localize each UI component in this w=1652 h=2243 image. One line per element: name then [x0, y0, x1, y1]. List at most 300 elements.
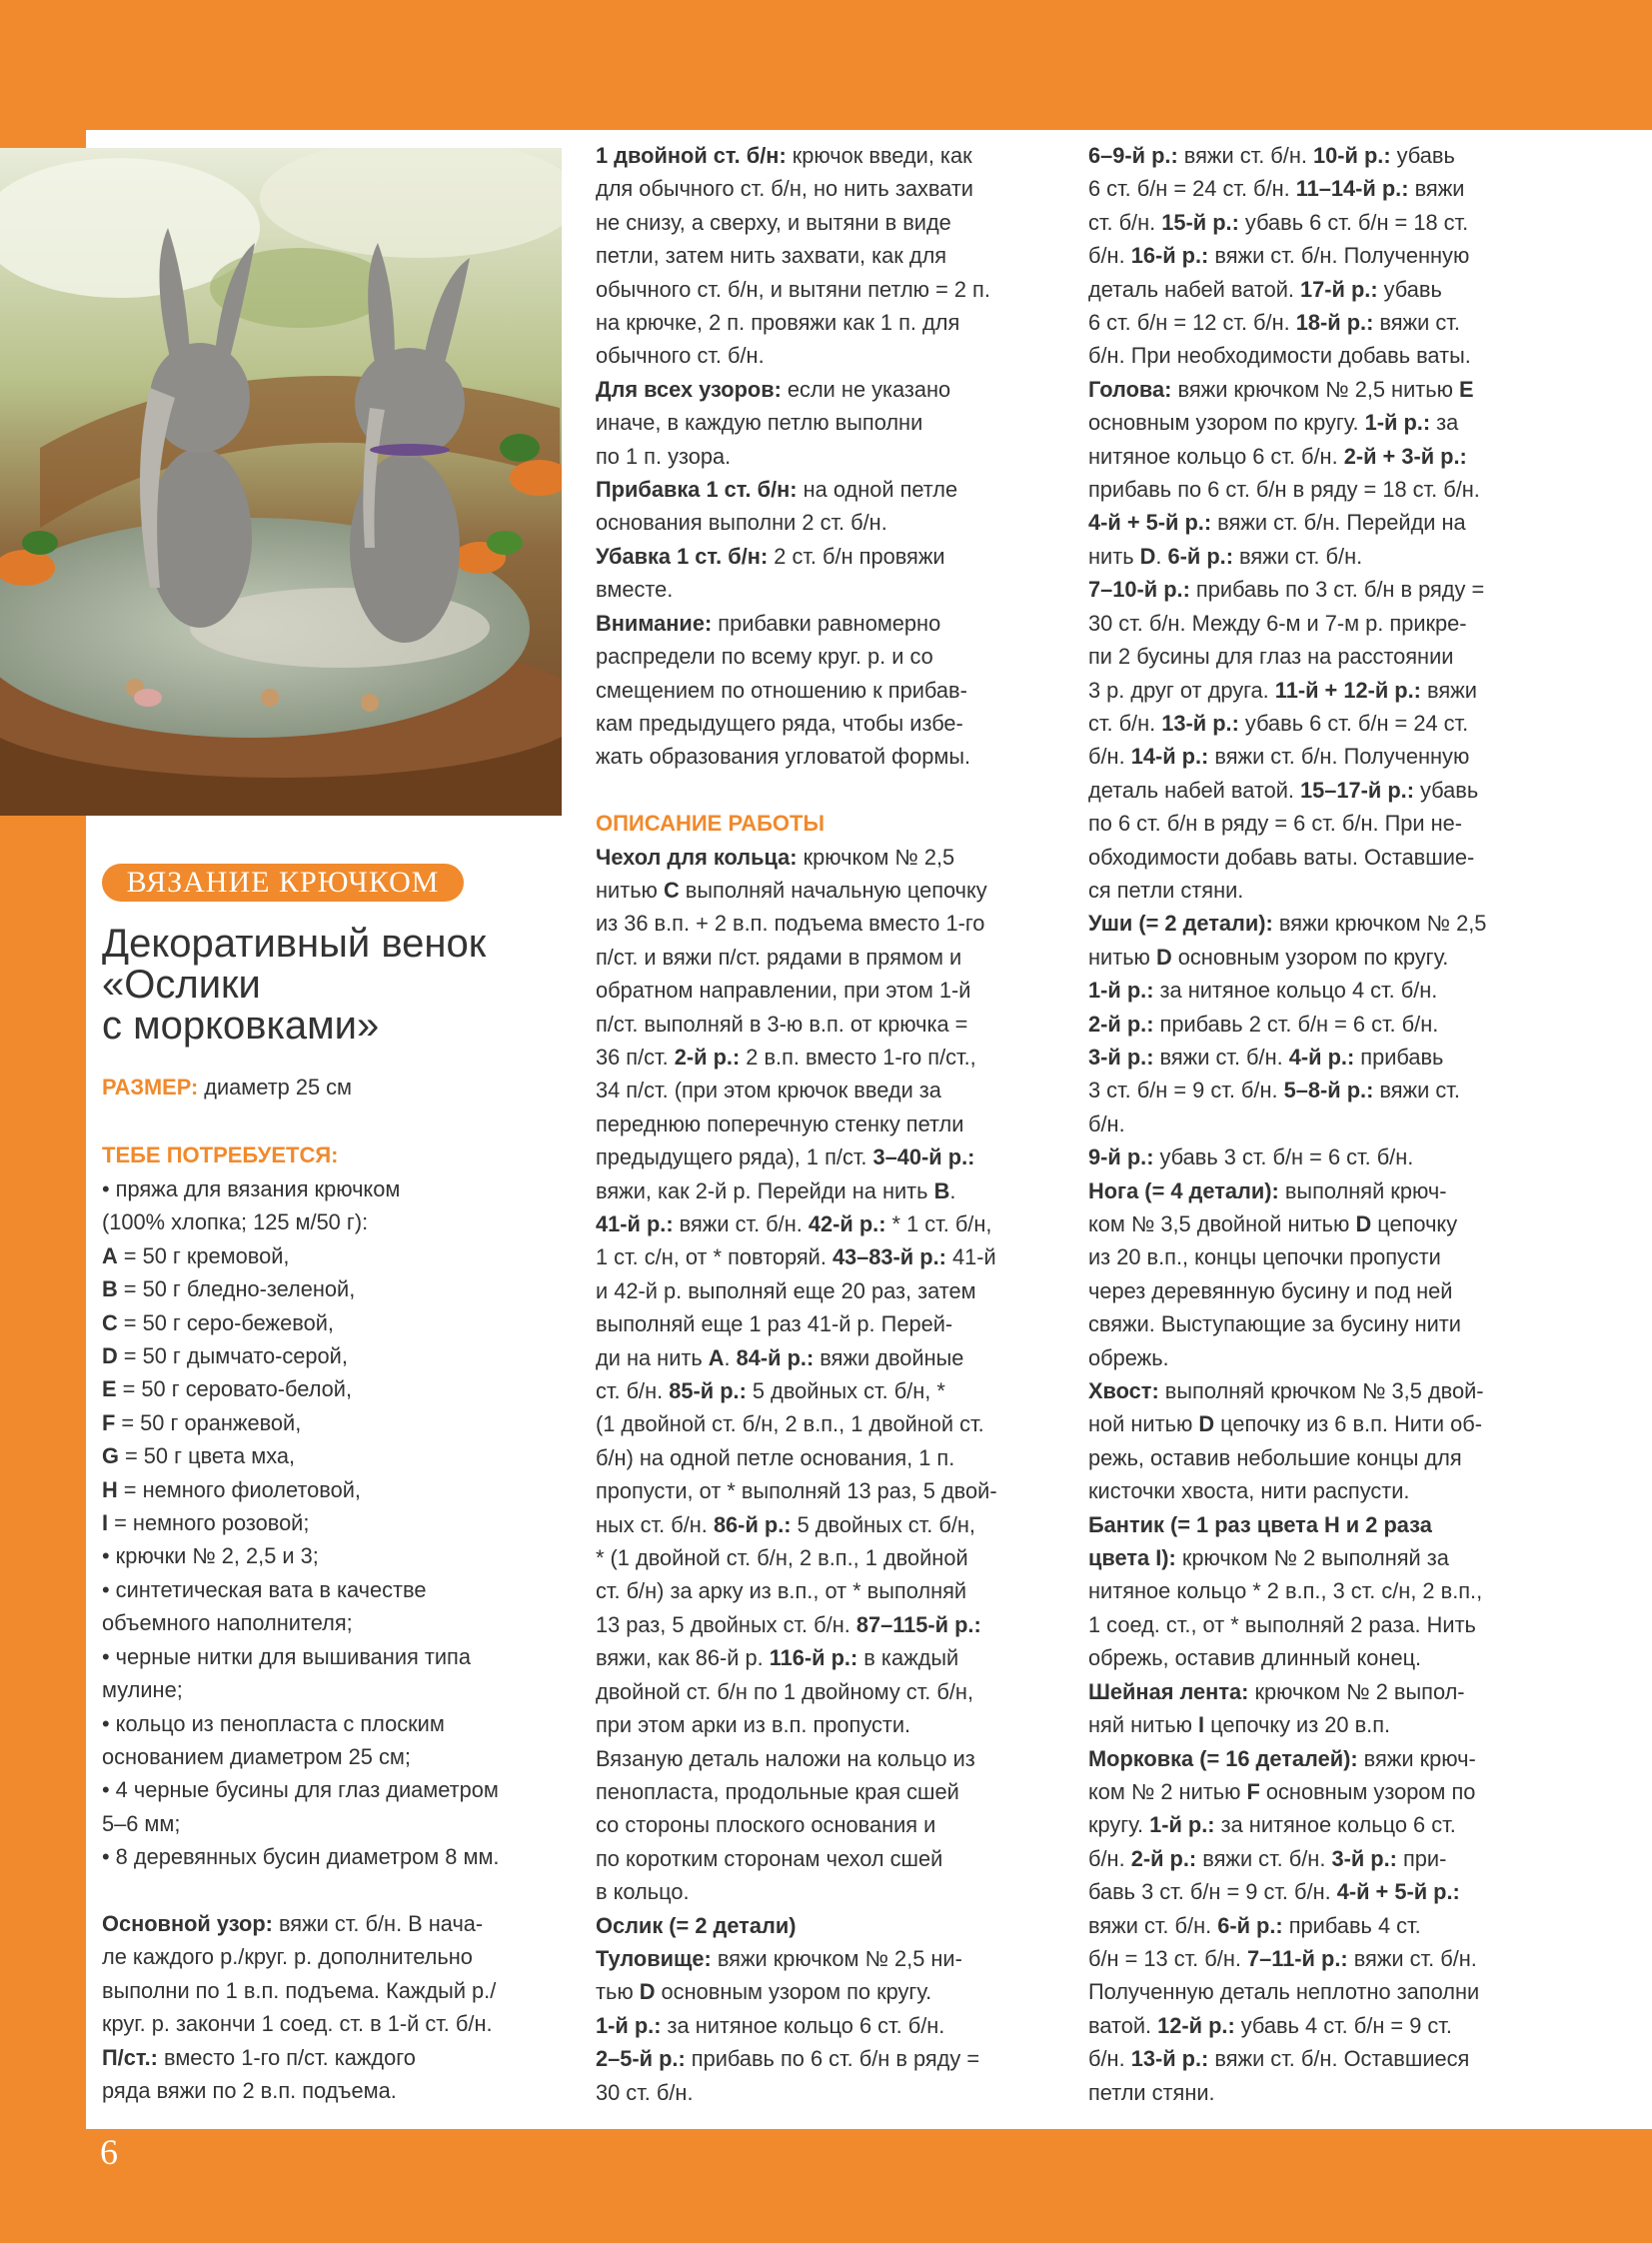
text-segment: нитяное кольцо 6 ст. б/н.	[1088, 443, 1344, 469]
text-segment: цепочку из 20 в.п.	[1204, 1712, 1391, 1738]
text-segment: вяжи ст.	[1373, 1078, 1460, 1104]
text-line	[1088, 1574, 1568, 1607]
text-segment: 12-й р.:	[1157, 2012, 1235, 2038]
text-segment: ной нитью	[1088, 1411, 1199, 1437]
page-title	[102, 924, 572, 1047]
text-segment: прибавь 2 ст. б/н = 6 ст. б/н.	[1153, 1011, 1439, 1037]
text-segment: вяжи крючком № 2,5 нитью	[1171, 376, 1460, 402]
text-segment: 13 раз, 5 двойных ст. б/н.	[596, 1611, 856, 1637]
text-line	[596, 740, 1065, 773]
text-line	[1088, 974, 1568, 1007]
text-segment: иначе, в каждую петлю выполни	[596, 410, 923, 436]
text-segment: обходимости добавь ваты. Оставшие-	[1088, 844, 1475, 870]
text-line	[1088, 1008, 1568, 1041]
text-segment: нитью	[596, 877, 664, 903]
text-line	[596, 440, 1065, 473]
text-line	[102, 1339, 582, 1372]
text-segment: 5–6 мм;	[102, 1810, 181, 1836]
text-line	[1088, 1140, 1568, 1173]
text-line	[1088, 406, 1568, 439]
text-line	[1088, 807, 1568, 840]
text-segment: вяжи ст. б/н.	[1196, 1845, 1332, 1871]
instructions-column-middle	[596, 139, 1065, 2109]
text-segment: вяжи крючком № 2,5 ни-	[711, 1945, 962, 1971]
text-segment: для обычного ст. б/н, но нить захвати	[596, 176, 973, 202]
text-segment: 2 в.п. вместо 1-го п/ст.,	[740, 1044, 976, 1070]
text-line	[102, 1807, 582, 1840]
text-line	[102, 1406, 582, 1439]
text-segment: б/н. При необходимости добавь ваты.	[1088, 343, 1471, 369]
text-segment: 2-й р.:	[674, 1044, 741, 1070]
text-segment: 18-й р.:	[1295, 310, 1374, 336]
text-segment: убавь 4 ст. б/н = 9 ст.	[1234, 2012, 1452, 2038]
text-line	[1088, 473, 1568, 506]
text-segment: 3 ст. б/н = 9 ст. б/н.	[1088, 1078, 1284, 1104]
text-segment: на крючке, 2 п. провяжи как 1 п. для	[596, 310, 960, 336]
text-line	[1088, 1942, 1568, 1975]
text-segment: 16-й р.:	[1130, 243, 1209, 269]
text-segment: основания выполни 2 ст. б/н.	[596, 510, 887, 536]
text-line	[596, 1174, 1065, 1207]
text-line	[1088, 1240, 1568, 1273]
text-line	[596, 941, 1065, 974]
text-segment: Убавка 1 ст. б/н:	[596, 543, 769, 569]
text-segment: по 6 ст. б/н в ряду = 6 ст. б/н. При не-	[1088, 811, 1463, 837]
text-segment: крючком № 2 выполняй за	[1175, 1545, 1449, 1571]
text-segment: = немного фиолетовой,	[117, 1476, 361, 1502]
text-segment: двойной ст. б/н по 1 двойному ст. б/н,	[596, 1678, 974, 1704]
text-segment: B	[102, 1276, 118, 1302]
text-segment: (100% хлопка; 125 м/50 г):	[102, 1209, 369, 1235]
text-segment: 30 ст. б/н.	[596, 2079, 694, 2105]
title-line-1: Декоративный венок	[102, 922, 487, 966]
text-segment: 1-й р.:	[1149, 1812, 1215, 1838]
text-segment: 5–8-й р.:	[1283, 1078, 1374, 1104]
text-line	[1088, 1775, 1568, 1808]
text-segment: цвета I):	[1088, 1545, 1176, 1571]
text-line	[1088, 573, 1568, 606]
text-line	[596, 1240, 1065, 1273]
text-line	[596, 1008, 1065, 1041]
text-line	[596, 640, 1065, 673]
text-segment: = 50 г бледно-зеленой,	[117, 1276, 356, 1302]
text-segment: B	[933, 1177, 950, 1203]
text-segment: 6 ст. б/н = 12 ст. б/н.	[1088, 310, 1296, 336]
text-line	[596, 1775, 1065, 1808]
text-line	[1088, 1441, 1568, 1474]
text-segment: D	[102, 1343, 118, 1369]
text-line	[1088, 373, 1568, 406]
text-segment: обычного ст. б/н, и вытяни петлю = 2 п.	[596, 276, 990, 302]
text-segment: = 50 г оранжевой,	[115, 1409, 302, 1435]
text-segment: за	[1430, 410, 1459, 436]
text-segment: б/н.	[1088, 243, 1131, 269]
text-segment: ди на нить	[596, 1344, 709, 1370]
text-segment: вместе.	[596, 577, 674, 603]
materials-column	[102, 1172, 582, 2107]
text-segment: б/н) на одной петле основания, 1 п.	[596, 1444, 955, 1470]
text-segment: кам предыдущего ряда, чтобы избе-	[596, 710, 963, 736]
text-segment: вяжи крюч-	[1357, 1745, 1476, 1771]
text-line	[102, 1473, 582, 1506]
text-segment: прибавки равномерно	[712, 610, 941, 636]
text-line	[1088, 1541, 1568, 1574]
text-line	[596, 1274, 1065, 1307]
text-line	[1088, 1742, 1568, 1775]
text-line	[1088, 1041, 1568, 1074]
title-line-3: с морковками»	[102, 1004, 380, 1048]
text-segment: основанием диаметром 25 см;	[102, 1743, 411, 1769]
text-line	[596, 1441, 1065, 1474]
text-line	[596, 1207, 1065, 1240]
text-segment: убавь	[1377, 276, 1442, 302]
text-segment: A	[102, 1242, 118, 1268]
text-line	[596, 239, 1065, 272]
text-segment: вяжи ст. б/н. В нача-	[272, 1910, 484, 1936]
text-segment: 15–17-й р.:	[1300, 777, 1414, 803]
text-segment: тью	[596, 1979, 640, 2005]
text-segment: D	[1139, 543, 1156, 569]
text-line	[102, 1640, 582, 1673]
text-line	[102, 1172, 582, 1205]
text-line	[1088, 1374, 1568, 1407]
text-segment: ОПИСАНИЕ РАБОТЫ	[596, 811, 825, 837]
text-line	[102, 1573, 582, 1606]
text-segment: H	[102, 1476, 118, 1502]
text-line	[102, 2041, 582, 2074]
text-segment: G	[102, 1443, 119, 1469]
text-line	[1088, 941, 1568, 974]
text-line	[596, 1508, 1065, 1541]
text-segment: за нитяное кольцо 6 ст.	[1214, 1812, 1456, 1838]
text-segment: Чехол для кольца:	[596, 844, 798, 870]
text-segment: 85-й р.:	[669, 1378, 747, 1404]
text-segment: вяжи двойные	[814, 1344, 964, 1370]
text-segment: • кольцо из пенопласта с плоским	[102, 1710, 445, 1736]
text-segment: 1-й р.:	[1088, 978, 1154, 1004]
text-segment: .	[724, 1344, 737, 1370]
text-segment: D	[1355, 1211, 1372, 1236]
text-segment: 13-й р.:	[1161, 710, 1239, 736]
text-segment: вяжи крючком № 2,5	[1272, 911, 1487, 937]
text-line	[596, 540, 1065, 573]
text-segment: F	[1246, 1778, 1260, 1804]
size-line	[102, 1071, 572, 1104]
text-line	[1088, 841, 1568, 874]
text-segment: ст. б/н) за арку из в.п., от * выполняй	[596, 1578, 967, 1604]
text-segment: вяжи ст. б/н.	[1347, 1945, 1477, 1971]
text-segment: прибавь по 3 ст. б/н в ряду =	[1189, 577, 1485, 603]
text-segment: крючок введи, как	[786, 143, 972, 168]
text-segment: 2 ст. б/н провяжи	[768, 543, 945, 569]
text-segment: = 50 г серо-бежевой,	[117, 1309, 334, 1335]
text-segment: убавь 6 ст. б/н = 24 ст.	[1238, 710, 1469, 736]
text-line	[102, 1840, 582, 1873]
text-segment: E	[1459, 376, 1474, 402]
text-line	[596, 1808, 1065, 1841]
text-segment: 9-й р.:	[1088, 1144, 1154, 1170]
text-segment: режь, оставив небольшие концы для	[1088, 1444, 1462, 1470]
text-segment: основным узором по кругу.	[1088, 410, 1365, 436]
text-segment: деталь набей ватой.	[1088, 276, 1300, 302]
text-segment: Голова:	[1088, 376, 1172, 402]
text-segment: П/ст.:	[102, 2044, 158, 2070]
text-segment: обычного ст. б/н.	[596, 343, 765, 369]
text-segment: C	[102, 1309, 118, 1335]
text-segment: обратном направлении, при этом 1-й	[596, 978, 971, 1004]
text-segment: 84-й р.:	[736, 1344, 815, 1370]
text-segment: вяжи, как 86-й р.	[596, 1645, 770, 1671]
text-segment: Шейная лента:	[1088, 1678, 1249, 1704]
text-segment: 30 ст. б/н. Между 6-м и 7-м р. прикре-	[1088, 610, 1467, 636]
text-segment: 3-й р.:	[1331, 1845, 1397, 1871]
text-segment: няй нитью	[1088, 1712, 1199, 1738]
text-segment: переднюю поперечную стенку петли	[596, 1111, 964, 1136]
text-segment: б/н = 13 ст. б/н.	[1088, 1945, 1247, 1971]
text-segment: 11–14-й р.:	[1295, 176, 1409, 202]
text-segment: D	[1198, 1411, 1215, 1437]
text-segment: F	[102, 1409, 116, 1435]
text-segment: = 50 г серовато-белой,	[116, 1376, 353, 1402]
text-segment: по коротким сторонам чехол сшей	[596, 1845, 943, 1871]
text-segment: ся петли стяни.	[1088, 877, 1244, 903]
text-segment: 1 ст. с/н, от * повторяй.	[596, 1244, 832, 1270]
text-segment: 87–115-й р.:	[855, 1611, 981, 1637]
text-line	[1088, 339, 1568, 372]
text-segment: 3 р. друг от друга.	[1088, 677, 1275, 703]
text-segment: • 4 черные бусины для глаз диаметром	[102, 1777, 499, 1803]
text-segment: I	[102, 1510, 109, 1536]
text-segment: 7–10-й р.:	[1088, 577, 1190, 603]
wreath-photo	[0, 148, 562, 816]
text-segment: через деревянную бусину и под ней	[1088, 1277, 1453, 1303]
text-segment: (1 двойной ст. б/н, 2 в.п., 1 двойной ст.	[596, 1411, 984, 1437]
text-line	[102, 1506, 582, 1539]
text-segment: выполняй крюч-	[1278, 1177, 1447, 1203]
text-line	[1088, 1207, 1568, 1240]
text-line	[596, 841, 1065, 874]
text-segment: .	[1155, 543, 1168, 569]
text-line	[1088, 2009, 1568, 2042]
text-segment: петли, затем нить захвати, как для	[596, 243, 947, 269]
text-line	[1088, 907, 1568, 940]
text-line	[596, 406, 1065, 439]
text-segment: Вязаную деталь наложи на кольцо из	[596, 1745, 975, 1771]
text-line	[596, 1608, 1065, 1641]
text-segment: убавь	[1390, 143, 1455, 168]
text-segment: D	[1155, 944, 1172, 970]
text-line	[596, 1140, 1065, 1173]
text-segment: кисточки хвоста, нити распусти.	[1088, 1478, 1410, 1504]
text-line	[1088, 1641, 1568, 1674]
text-line	[596, 974, 1065, 1007]
text-segment: и 42-й р. выполняй еще 20 раз, затем	[596, 1277, 976, 1303]
text-segment: прибавь	[1354, 1044, 1444, 1070]
text-segment: 5 двойных ст. б/н,	[791, 1511, 975, 1537]
text-line	[1088, 1108, 1568, 1140]
text-segment: свяжи. Выступающие за бусину нити	[1088, 1311, 1461, 1337]
text-segment: ряда вяжи по 2 в.п. подъема.	[102, 2077, 397, 2103]
text-segment: круг. р. закончи 1 соед. ст. в 1-й ст. б/н.	[102, 2011, 493, 2037]
text-line	[596, 172, 1065, 205]
text-line	[596, 774, 1065, 807]
text-segment: ком № 3,5 двойной нитью	[1088, 1211, 1356, 1236]
text-line	[596, 707, 1065, 740]
text-line	[1088, 540, 1568, 573]
text-segment: D	[639, 1979, 656, 2005]
text-line	[102, 2074, 582, 2107]
text-line	[102, 1974, 582, 2007]
text-line	[596, 907, 1065, 940]
text-line	[596, 206, 1065, 239]
text-line	[596, 607, 1065, 640]
text-segment: б/н.	[1088, 2046, 1131, 2072]
text-segment: в кольцо.	[596, 1879, 690, 1905]
text-line	[596, 273, 1065, 306]
text-segment: • крючки № 2, 2,5 и 3;	[102, 1543, 319, 1569]
text-segment: = 50 г кремовой,	[117, 1242, 290, 1268]
text-line	[102, 1940, 582, 1973]
text-segment: * 1 ст. б/н,	[885, 1211, 992, 1236]
text-segment: ком № 2 нитью	[1088, 1778, 1247, 1804]
text-segment: убавь 3 ст. б/н = 6 ст. б/н.	[1153, 1144, 1414, 1170]
text-line	[102, 1372, 582, 1405]
text-segment: I	[1198, 1712, 1205, 1738]
text-line	[596, 306, 1065, 339]
text-line	[1088, 1675, 1568, 1708]
text-segment: • пряжа для вязания крючком	[102, 1176, 401, 1201]
text-segment: прибавь по 6 ст. б/н в ряду =	[685, 2046, 980, 2072]
text-segment: 2-й + 3-й р.:	[1343, 443, 1467, 469]
text-line	[1088, 1074, 1568, 1107]
text-line	[102, 1707, 582, 1740]
text-segment: основным узором по	[1259, 1778, 1476, 1804]
text-line	[596, 1374, 1065, 1407]
materials-heading: ТЕБЕ ПОТРЕБУЕТСЯ:	[102, 1142, 339, 1167]
text-line	[102, 1773, 582, 1806]
text-line	[596, 473, 1065, 506]
text-segment: = 50 г дымчато-серой,	[117, 1343, 348, 1369]
text-line	[1088, 139, 1568, 172]
text-segment: 4-й + 5-й р.:	[1088, 510, 1212, 536]
text-segment: распредели по всему круг. р. и со	[596, 644, 933, 670]
text-segment: 2-й р.:	[1130, 1845, 1197, 1871]
text-segment: A	[708, 1344, 725, 1370]
text-segment: вяжи ст. б/н.	[1232, 543, 1363, 569]
text-line	[596, 339, 1065, 372]
text-segment: вяжи	[1420, 677, 1477, 703]
text-line	[1088, 172, 1568, 205]
text-line	[1088, 1875, 1568, 1908]
text-segment: 1 соед. ст., от * выполняй 2 раза. Нить	[1088, 1611, 1476, 1637]
title-line-2: «Ослики	[102, 963, 261, 1007]
text-segment: прибавь 4 ст.	[1282, 1912, 1421, 1938]
text-segment: мулине;	[102, 1677, 183, 1703]
text-segment: вяжи ст. б/н.	[1177, 143, 1313, 168]
text-segment: если не указано	[781, 376, 951, 402]
text-segment: со стороны плоского основания и	[596, 1812, 936, 1838]
text-segment: 2–5-й р.:	[596, 2046, 686, 2072]
text-line	[102, 1205, 582, 1238]
text-segment: = немного розовой;	[108, 1510, 310, 1536]
text-line	[596, 1942, 1065, 1975]
text-line	[596, 1875, 1065, 1908]
text-line	[596, 674, 1065, 707]
text-segment: 3–40-й р.:	[872, 1144, 975, 1170]
text-segment: предыдущего ряда), 1 п/ст.	[596, 1144, 873, 1170]
text-segment: выполни по 1 в.п. подъема. Каждый р./	[102, 1977, 497, 2003]
text-segment: ле каждого р./круг. р. дополнительно	[102, 1944, 473, 1970]
text-segment: из 36 в.п. + 2 в.п. подъема вместо 1-го	[596, 911, 985, 937]
text-segment: цепочку из 6 в.п. Нити об-	[1214, 1411, 1483, 1437]
text-line	[1088, 1407, 1568, 1440]
text-segment: 116-й р.:	[769, 1645, 858, 1671]
text-line	[1088, 1341, 1568, 1374]
text-segment: = 50 г цвета мха,	[118, 1443, 296, 1469]
text-segment: нить	[1088, 543, 1140, 569]
text-line	[596, 573, 1065, 606]
text-segment: 42-й р.:	[808, 1211, 886, 1236]
text-line	[1088, 440, 1568, 473]
text-line	[596, 1407, 1065, 1440]
text-segment: выполняй начальную цепочку	[679, 877, 987, 903]
text-line	[1088, 1909, 1568, 1942]
text-segment: вяжи ст. б/н. Оставшиеся	[1208, 2046, 1470, 2072]
text-line	[102, 1874, 582, 1907]
text-segment: прибавь по 6 ст. б/н в ряду = 18 ст. б/н.	[1088, 477, 1480, 503]
text-segment: Внимание:	[596, 610, 713, 636]
text-segment: 1-й р.:	[596, 2012, 662, 2038]
text-segment: 6-й р.:	[1167, 543, 1233, 569]
text-segment: бавь 3 ст. б/н = 9 ст. б/н.	[1088, 1879, 1337, 1905]
text-segment: выполняй крючком № 3,5 двой-	[1158, 1378, 1484, 1404]
text-segment: 10-й р.:	[1313, 143, 1391, 168]
text-segment: 86-й р.:	[713, 1511, 792, 1537]
text-line	[102, 2007, 582, 2040]
text-line	[1088, 674, 1568, 707]
text-line	[596, 2042, 1065, 2075]
text-segment: вяжи ст. б/н.	[673, 1211, 809, 1236]
text-segment: из 20 в.п., концы цепочки пропусти	[1088, 1244, 1441, 1270]
text-segment: ст. б/н.	[1088, 710, 1162, 736]
text-line	[596, 1742, 1065, 1775]
text-line	[1088, 1508, 1568, 1541]
page-number: 6	[100, 2132, 118, 2172]
text-segment: 7–11-й р.:	[1247, 1945, 1348, 1971]
text-line	[1088, 740, 1568, 773]
text-segment: 15-й р.:	[1161, 209, 1239, 235]
text-segment: не снизу, а сверху, и вытяни в виде	[596, 209, 951, 235]
text-segment: пи 2 бусины для глаз на расстоянии	[1088, 644, 1454, 670]
text-segment: основным узором по кругу.	[655, 1979, 932, 2005]
text-line	[1088, 607, 1568, 640]
text-line	[596, 807, 1065, 840]
text-segment: Уши (= 2 детали):	[1088, 911, 1273, 937]
text-line	[596, 1975, 1065, 2008]
text-line	[102, 1272, 582, 1305]
text-line	[102, 1306, 582, 1339]
text-line	[1088, 239, 1568, 272]
size-label: РАЗМЕР:	[102, 1075, 199, 1100]
text-segment: 13-й р.:	[1130, 2046, 1209, 2072]
text-segment: 43–83-й р.:	[831, 1244, 946, 1270]
text-segment: в каждый	[857, 1645, 959, 1671]
text-line	[596, 1541, 1065, 1574]
text-line	[102, 1606, 582, 1639]
text-segment: 6–9-й р.:	[1088, 143, 1178, 168]
text-line	[102, 1673, 582, 1706]
text-segment: убавь	[1413, 777, 1479, 803]
